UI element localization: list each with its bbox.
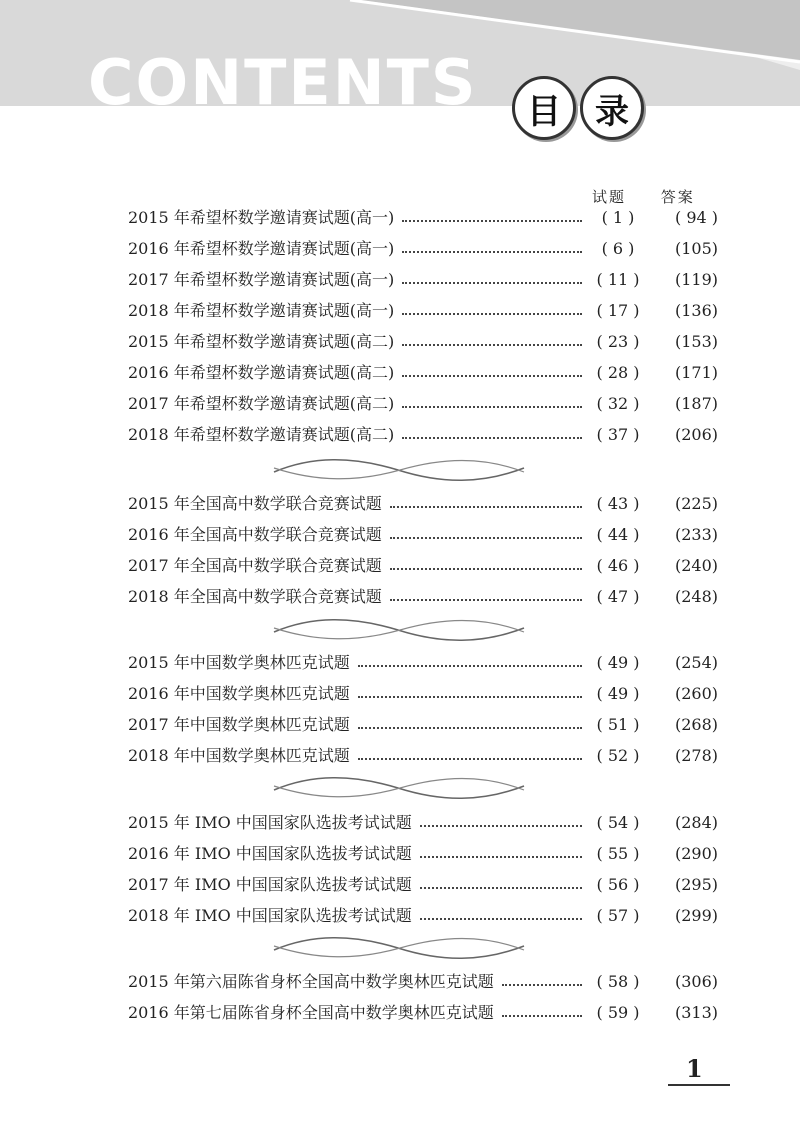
entry-answer-page: (268) [674,715,718,734]
entry-page: ( 54 ) [596,813,640,832]
leader-dots [390,599,582,601]
toc-entry[interactable] [128,647,718,678]
leader-dots [402,406,582,408]
entry-title: 2015 年中国数学奥林匹克试题 [128,653,350,672]
column-answers: 答案 [660,188,695,206]
toc-entry[interactable] [128,966,718,997]
entry-answer-page: (254) [674,653,718,672]
entry-title: 2018 年中国数学奥林匹克试题 [128,746,350,765]
entry-page: ( 55 ) [596,844,640,863]
leader-dots [358,727,582,729]
toc-section-imo-tst [128,807,718,931]
leader-dots [402,313,582,315]
entry-title: 2015 年第六届陈省身杯全国高中数学奥林匹克试题 [128,972,494,991]
toc-section-chern-cup [128,966,718,1028]
leader-dots [420,825,582,827]
wave-divider [272,618,526,642]
entry-answer-page: (260) [674,684,718,703]
entry-title: 2015 年希望杯数学邀请赛试题(高二) [128,332,395,351]
wave-divider [272,776,526,800]
entry-title: 2018 年全国高中数学联合竞赛试题 [128,587,382,606]
leader-dots [358,696,582,698]
leader-dots [390,506,582,508]
entry-answer-page: (295) [674,875,718,894]
entry-page: ( 11 ) [596,270,640,289]
entry-page: ( 23 ) [596,332,640,351]
toc-entry[interactable] [128,295,718,326]
toc-entry[interactable] [128,581,718,612]
entry-title: 2016 年希望杯数学邀请赛试题(高二) [128,363,395,382]
toc-section-hope-cup [128,202,718,450]
toc-entry[interactable] [128,388,718,419]
leader-dots [502,984,582,986]
entry-title: 2017 年希望杯数学邀请赛试题(高一) [128,270,395,289]
entry-answer-page: (278) [674,746,718,765]
leader-dots [358,665,582,667]
wave-divider [272,936,526,960]
entry-page: ( 17 ) [596,301,640,320]
entry-page: ( 56 ) [596,875,640,894]
entry-answer-page: (105) [674,239,718,258]
entry-title: 2017 年中国数学奥林匹克试题 [128,715,350,734]
leader-dots [402,282,582,284]
contents-watermark: CONTENTS [88,46,478,119]
entry-answer-page: (233) [674,525,718,544]
toc-entry[interactable] [128,838,718,869]
entry-answer-page: (153) [674,332,718,351]
entry-page: ( 57 ) [596,906,640,925]
entry-answer-page: (171) [674,363,718,382]
toc-entry[interactable] [128,740,718,771]
page-number-rule [668,1084,730,1086]
toc-entry[interactable] [128,550,718,581]
toc-entry[interactable] [128,519,718,550]
entry-page: ( 52 ) [596,746,640,765]
entry-answer-page: (187) [674,394,718,413]
entry-page: ( 49 ) [596,653,640,672]
entry-page: ( 32 ) [596,394,640,413]
entry-page: ( 6 ) [601,239,635,258]
entry-title: 2018 年希望杯数学邀请赛试题(高二) [128,425,395,444]
entry-page: ( 28 ) [596,363,640,382]
entry-answer-page: (290) [674,844,718,863]
leader-dots [402,437,582,439]
toc-entry[interactable] [128,807,718,838]
toc-entry[interactable] [128,357,718,388]
entry-title: 2015 年 IMO 中国国家队选拔考试试题 [128,813,412,832]
entry-title: 2018 年 IMO 中国国家队选拔考试试题 [128,906,412,925]
entry-page: ( 1 ) [601,208,635,227]
entry-title: 2015 年全国高中数学联合竞赛试题 [128,494,382,513]
toc-entry[interactable] [128,202,718,233]
toc-entry[interactable] [128,264,718,295]
title-char-mu: 目 [512,76,576,140]
toc-entry[interactable] [128,488,718,519]
leader-dots [420,856,582,858]
entry-title: 2017 年 IMO 中国国家队选拔考试试题 [128,875,412,894]
entry-title: 2016 年 IMO 中国国家队选拔考试试题 [128,844,412,863]
toc-entry[interactable] [128,678,718,709]
entry-title: 2018 年希望杯数学邀请赛试题(高一) [128,301,395,320]
entry-page: ( 44 ) [596,525,640,544]
entry-title: 2016 年希望杯数学邀请赛试题(高一) [128,239,395,258]
entry-title: 2016 年第七届陈省身杯全国高中数学奥林匹克试题 [128,1003,494,1022]
entry-answer-page: (306) [674,972,718,991]
entry-title: 2016 年中国数学奥林匹克试题 [128,684,350,703]
leader-dots [390,568,582,570]
leader-dots [402,251,582,253]
entry-answer-page: (299) [674,906,718,925]
leader-dots [402,375,582,377]
toc-entry[interactable] [128,233,718,264]
page-number: 1 [686,1054,703,1083]
entry-answer-page: (248) [674,587,718,606]
toc-entry[interactable] [128,419,718,450]
leader-dots [502,1015,582,1017]
entry-title: 2017 年全国高中数学联合竞赛试题 [128,556,382,575]
entry-answer-page: (225) [674,494,718,513]
toc-entry[interactable] [128,709,718,740]
leader-dots [402,220,582,222]
title-char-lu: 录 [580,76,644,140]
leader-dots [358,758,582,760]
entry-answer-page: (313) [674,1003,718,1022]
entry-answer-page: (136) [674,301,718,320]
toc-title [512,76,644,140]
leader-dots [420,918,582,920]
entry-page: ( 59 ) [596,1003,640,1022]
entry-page: ( 47 ) [596,587,640,606]
toc-entry[interactable] [128,869,718,900]
entry-title: 2016 年全国高中数学联合竞赛试题 [128,525,382,544]
entry-page: ( 51 ) [596,715,640,734]
entry-answer-page: (206) [674,425,718,444]
entry-page: ( 58 ) [596,972,640,991]
entry-title: 2015 年希望杯数学邀请赛试题(高一) [128,208,395,227]
entry-page: ( 43 ) [596,494,640,513]
leader-dots [390,537,582,539]
leader-dots [420,887,582,889]
entry-title: 2017 年希望杯数学邀请赛试题(高二) [128,394,395,413]
entry-answer-page: ( 94 ) [674,208,718,227]
toc-section-cmo [128,647,718,771]
entry-answer-page: (119) [674,270,718,289]
toc-entry[interactable] [128,326,718,357]
entry-page: ( 37 ) [596,425,640,444]
entry-answer-page: (240) [674,556,718,575]
column-problems: 试题 [592,188,627,206]
entry-answer-page: (284) [674,813,718,832]
leader-dots [402,344,582,346]
entry-page: ( 49 ) [596,684,640,703]
wave-divider [272,458,526,482]
toc-entry[interactable] [128,900,718,931]
toc-section-national-league [128,488,718,612]
toc-entry[interactable] [128,997,718,1028]
entry-page: ( 46 ) [596,556,640,575]
